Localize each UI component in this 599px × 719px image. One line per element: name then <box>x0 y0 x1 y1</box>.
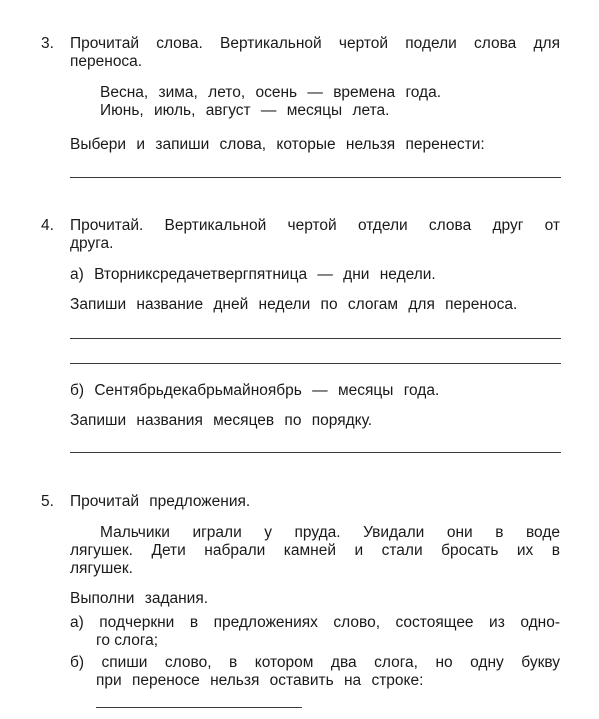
answer-line[interactable] <box>70 452 561 453</box>
task-5-item-b-line-1: б) спиши слово, в котором два слога, но одну букву <box>70 654 560 671</box>
task-4-part-b-prompt: Запиши названия месяцев по порядку. <box>70 412 373 429</box>
task-5-do-tasks: Выполни задания. <box>70 590 209 607</box>
task-5-number: 5. <box>41 493 54 510</box>
task-4-part-a: а) Вторниксредачетвергпятница — дни недели. <box>70 266 436 283</box>
task-5-text-line-2: лягушек. Дети набрали камней и стали бросать их в <box>70 542 560 559</box>
task-4-instruction-line-1: Прочитай. Вертикальной чертой отдели слова друг от <box>70 217 560 234</box>
task-3-words-line-2: Июнь, июль, август — месяцы лета. <box>100 102 390 119</box>
task-3-instruction-line-2: переноса. <box>70 53 143 70</box>
answer-line[interactable] <box>70 177 561 178</box>
task-5-text-line-1: Мальчики играли у пруда. Увидали они в воде <box>100 524 560 541</box>
task-5-item-a-line-2: го слога; <box>96 632 159 649</box>
answer-line[interactable] <box>96 707 302 708</box>
task-4-part-a-prompt: Запиши название дней недели по слогам для переноса. <box>70 296 518 313</box>
task-5-text-line-3: лягушек. <box>70 560 133 577</box>
task-4-part-b: б) Сентябрьдекабрьмайноябрь — месяцы года. <box>70 382 440 399</box>
answer-line[interactable] <box>70 363 561 364</box>
task-5-instruction: Прочитай предложения. <box>70 493 251 510</box>
task-4-instruction-line-2: друга. <box>70 235 114 252</box>
task-5-item-b-line-2: при переносе нельзя оставить на строке: <box>96 672 424 689</box>
task-5-item-a-line-1: а) подчеркни в предложениях слово, состоящее из одно- <box>70 614 560 631</box>
task-3-words-line-1: Весна, зима, лето, осень — времена года. <box>100 84 442 101</box>
task-3-write-prompt: Выбери и запиши слова, которые нельзя перенести: <box>70 136 485 153</box>
task-3-instruction-line-1: Прочитай слова. Вертикальной чертой подели слова для <box>70 35 560 52</box>
task-4-number: 4. <box>41 217 54 234</box>
task-3-number: 3. <box>41 35 54 52</box>
answer-line[interactable] <box>70 338 561 339</box>
